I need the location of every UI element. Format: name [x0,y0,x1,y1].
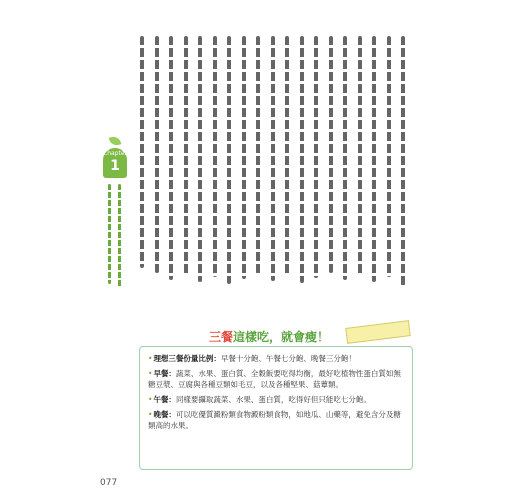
text-column-line [314,36,318,278]
text-column-line [140,36,144,268]
text-column [152,34,163,290]
tip-item [148,368,404,390]
tip-text: 同樣要攝取蔬菜、水果、蛋白質，吃得好但只能吃七分飽。 [175,395,371,404]
text-column [210,34,221,290]
text-column-line [198,36,202,282]
text-column [224,34,235,290]
text-column-line [227,36,231,284]
tip-item [148,409,404,431]
text-column [268,34,279,290]
leaf-icon [109,135,122,148]
tip-box [139,346,413,470]
text-column [384,34,395,290]
chapter-number: 1 [110,158,120,174]
text-column-line [271,36,275,281]
sticky-tag [345,320,410,344]
dot-icon: • [148,395,153,404]
tip-label: 理想三餐份量比例： [153,354,221,363]
tip-item [148,394,404,405]
text-column-line [285,36,289,276]
section-title [209,328,329,345]
text-column-line [329,36,333,273]
text-column [282,34,293,290]
text-column-line [242,36,246,279]
text-column-line [256,36,260,274]
chapter-badge [103,148,127,178]
text-column [398,34,409,290]
text-column-line [401,36,405,286]
chapter-subtitle-line [108,184,111,284]
text-column [297,34,308,290]
tip-label: 晚餐： [153,410,176,419]
text-column-line [387,36,391,277]
text-column [181,34,192,290]
chapter-marker [100,148,134,298]
text-column [239,34,250,290]
text-column [137,34,148,290]
text-column [166,34,177,290]
text-column-line [184,36,188,275]
chapter-word: Chapter [103,150,127,157]
text-column [195,34,206,290]
text-column-line [343,36,347,280]
section-title-row [130,322,430,346]
tip-text: 蔬菜、水果、蛋白質、全穀飯要吃得均衡，最好吃植物性蛋白質如無糖豆漿、豆腐與各種豆類如毛豆，以及各種堅果、菇蕈類。 [148,369,401,389]
text-column [340,34,351,290]
tip-text: 早餐十分飽、午餐七分飽、晚餐三分飽！ [220,354,356,363]
text-column [355,34,366,290]
dot-icon: • [148,369,153,378]
text-column-line [169,36,173,280]
section-title-rest: 這樣吃，就會瘦！ [233,330,330,344]
tip-label: 午餐： [153,395,176,404]
section-title-highlight: 三餐 [209,330,234,344]
text-column [369,34,380,290]
tip-item [148,353,404,364]
tip-text: 可以吃優質澱粉類食物澱粉類食物，如地瓜、山藥等，避免含分及糖類高的水果。 [148,410,401,430]
text-column-line [372,36,376,282]
text-column [326,34,337,290]
text-column [311,34,322,290]
tip-label: 早餐： [153,369,176,378]
dot-icon: • [148,410,153,419]
chapter-subtitle-line [118,184,121,288]
text-column-line [358,36,362,275]
text-column [253,34,264,290]
text-column-line [213,36,217,277]
vertical-text-block [137,34,409,290]
page-number: 077 [100,478,118,488]
text-column-line [155,36,159,273]
chapter-subtitle-lines [106,184,126,290]
text-column-line [300,36,304,283]
dot-icon: • [148,354,153,363]
